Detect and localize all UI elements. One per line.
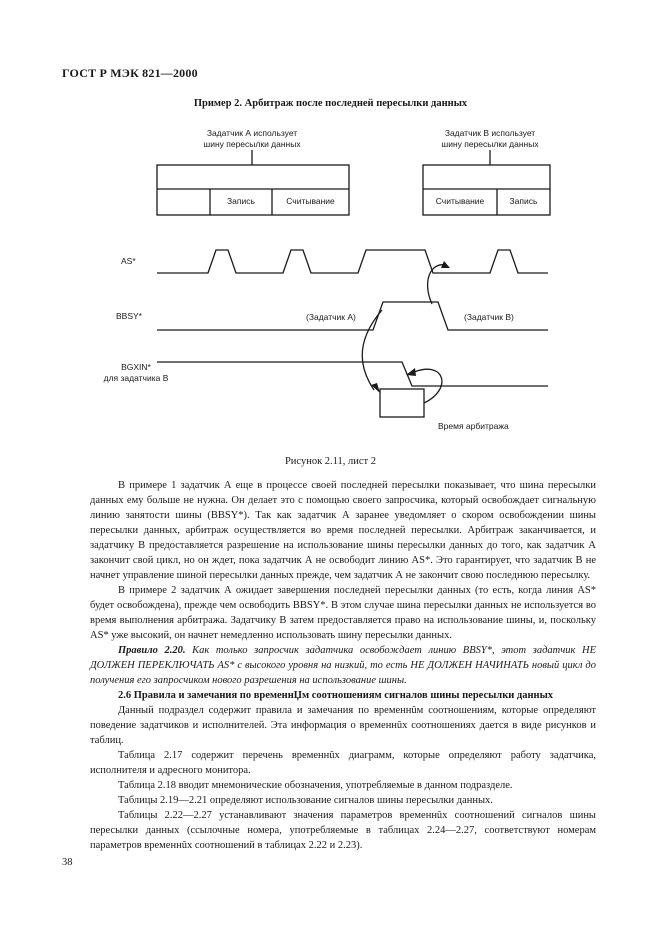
signal-bbsy-label: BBSY* — [116, 311, 142, 321]
rule-2-20 — [90, 643, 596, 688]
cell-read-a: Считывание — [286, 196, 335, 206]
cell-write-a: Запись — [227, 196, 255, 206]
signal-bgxin-line2: для задатчика В — [103, 373, 169, 383]
master-b-label — [432, 128, 548, 150]
cell-read-b: Считывание — [435, 196, 485, 206]
bbsy-master-a-note: (Задатчик А) — [306, 312, 356, 322]
paragraph-2: В примере 2 задатчик А ожидает завершения последней пересылки данных (то есть, когда линия AS* будет освобождена), прежде чем освободить BBSY*. В этом случае шина пересылки данных не используется во время выполнения арбитража. Задатчику В затем предоставляется право на использование шины, и, поскольку AS* уже высокий, он начнет немедленно использовать шину пересылки данных. — [90, 585, 596, 641]
rule-label: Правило 2.20. — [118, 645, 186, 656]
master-b-label-line2: шину пересылки данных — [441, 139, 539, 149]
paragraph-1: В примере 1 задатчик А еще в процессе своей последней пересылки показывает, что шина пересылки данных ему больше не нужна. Он делает это с помощью своего запросчика, который освобождает сигнальную линию занятости шины (BBSY*). Так как задатчик А заранее уведомляет о скором освобождении шины пересылки данных, арбитраж осуществляется во время последней пересылки. Арбитраж заканчивается, и задатчику В предоставляется разрешение на использование шины пересылки данных до того, как задатчик А закончит свой цикл, но он ждет, пока задатчик А не освободит линию AS*. Это гарантирует, что задатчик В не начнет управление шиной пересылки данных прежде, чем задатчик А не закончит свою последнюю пересылку. — [90, 480, 596, 581]
paragraph-7: Таблицы 2.22—2.27 устанавливают значения параметров временнûх соотношений сигналов шины пересылки данных (ссылочные номера, употребляемые в таблицах 2.24—2.27, соответствуют номерам параметров временнûх соотношений в таблицах 2.22 и 2.23). — [90, 810, 596, 851]
figure-title: Пример 2. Арбитраж после последней пересылки данных — [193, 98, 468, 109]
bbsy-master-b-note: (Задатчик В) — [464, 312, 514, 322]
paragraph-4: Таблица 2.17 содержит перечень временнûх диаграмм, которые определяют работу задатчика, исполнителя и адресного монитора. — [90, 750, 596, 776]
page-number: 38 — [62, 857, 73, 868]
master-b-label-line1: Задатчик В использует — [444, 128, 536, 138]
timing-diagram — [0, 0, 661, 460]
figure-caption: Рисунок 2.11, лист 2 — [284, 456, 377, 467]
master-a-label-line1: Задатчик А использует — [206, 128, 298, 138]
signal-bgxin-label — [96, 362, 176, 384]
body-text — [90, 478, 596, 853]
signal-as-label: AS* — [121, 256, 136, 266]
document-header: ГОСТ Р МЭК 821—2000 — [62, 66, 198, 80]
master-a-label — [194, 128, 310, 150]
paragraph-3: Данный подраздел содержит правила и замечания по временнûм соотношениям, которые определяют поведение задатчиков и исполнителей. Эта информация о временнûх соотношениях дается в виде рисунков и таблиц. — [90, 705, 596, 746]
section-heading: 2.6 Правила и замечания по временнЏм соотношениям сигналов шины пересылки данных — [118, 690, 554, 701]
arbitration-time-label: Время арбитража — [438, 421, 509, 431]
master-a-label-line2: шину пересылки данных — [203, 139, 301, 149]
paragraph-5: Таблица 2.18 вводит мнемонические обозначения, употребляемые в данном подразделе. — [118, 780, 513, 791]
rule-text: Как только запросчик задатчика освобождает линию BBSY*, этот задатчик НЕ ДОЛЖЕН ПЕРЕКЛЮЧАТЬ AS* с высокого уровня на низкий, то есть НЕ ДОЛЖЕН НАЧИНАТЬ новый цикл до получения его запросчиком нового разрешения на использование шины. — [90, 645, 596, 686]
paragraph-6: Таблицы 2.19—2.21 определяют использование сигналов шины пересылки данных. — [118, 795, 493, 806]
cell-write-b: Запись — [509, 196, 538, 206]
signal-bgxin-line1: BGXIN* — [121, 362, 151, 372]
